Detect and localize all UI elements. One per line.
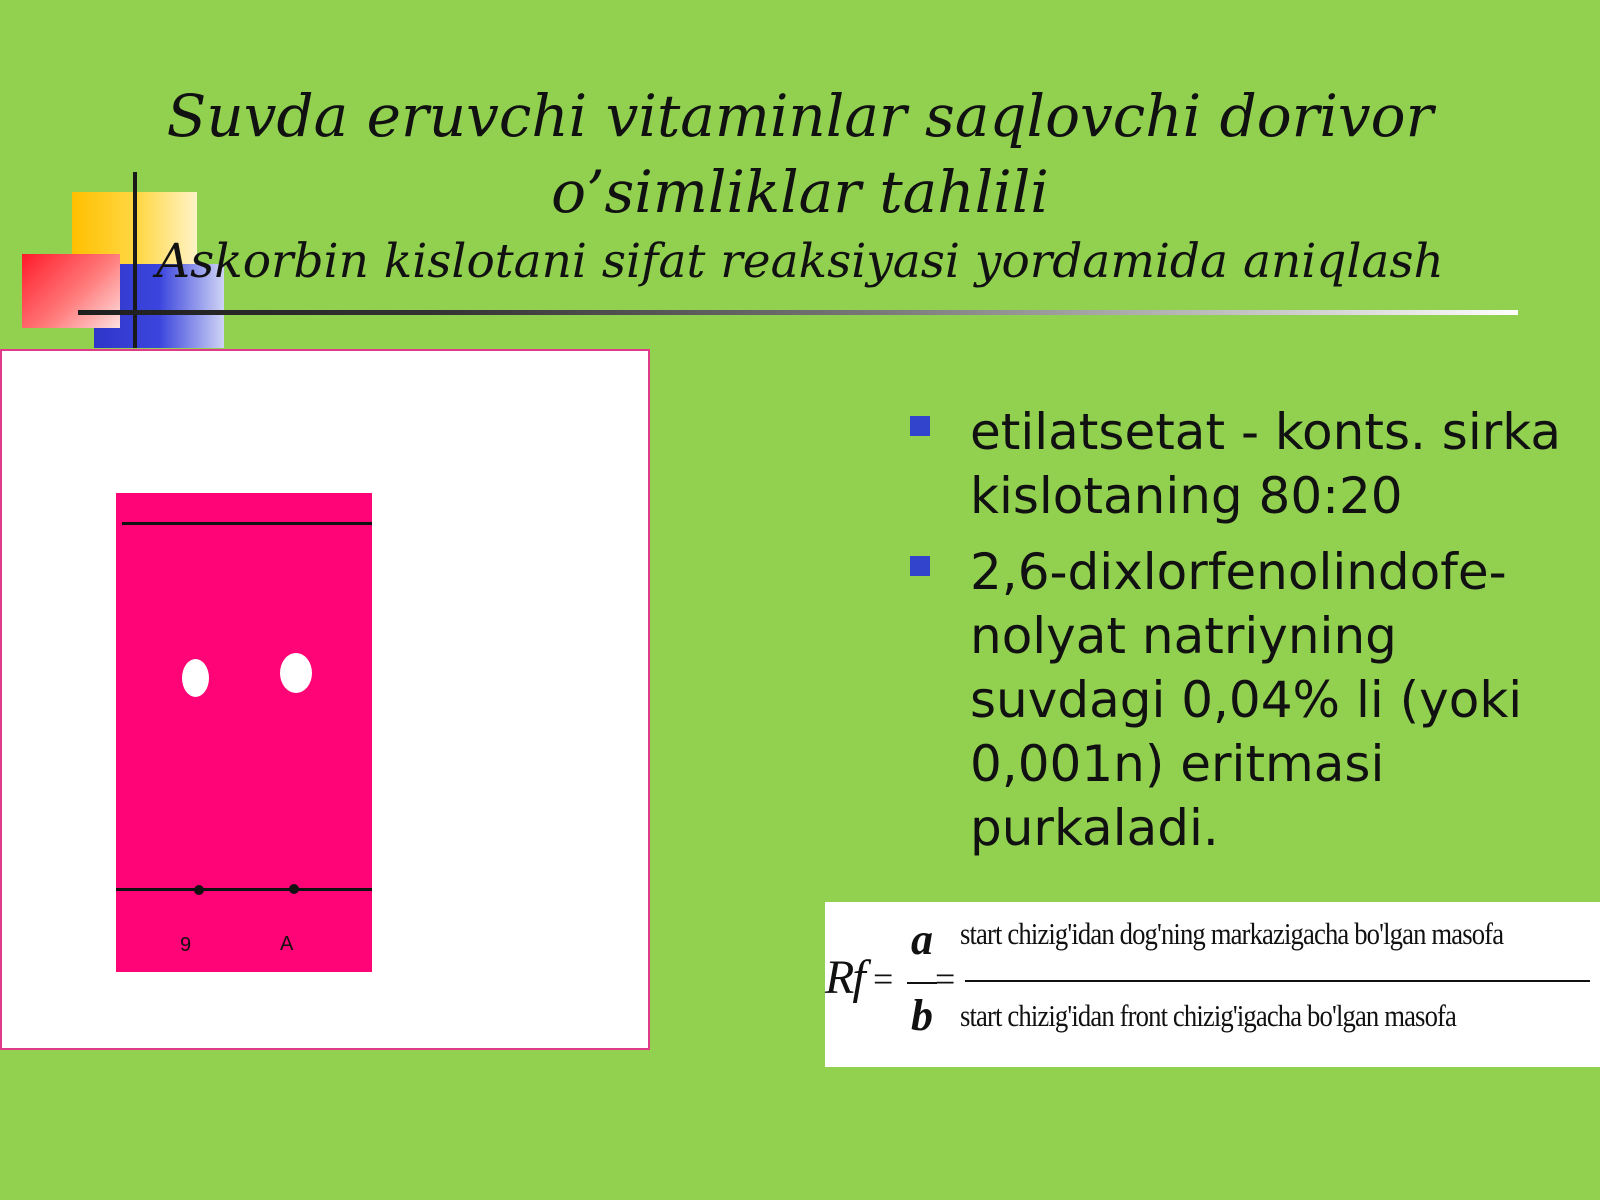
decor-red-square	[22, 254, 120, 328]
slide-subtitle: Askorbin kislotani sifat reaksiyasi yordamida aniqlash	[156, 234, 1444, 289]
spot-left	[182, 659, 209, 697]
formula-denominator: start chizig'idan front chizig'igacha bo'lgan masofa	[960, 998, 1457, 1033]
slide-title	[110, 78, 1490, 230]
bullet-item	[908, 400, 1588, 528]
formula-eq1: =	[873, 959, 894, 999]
lane-label-9: 9	[180, 934, 192, 956]
formula-bar-ab	[907, 982, 937, 984]
spot-right	[280, 653, 312, 693]
front-line	[122, 522, 372, 525]
formula-b: b	[911, 991, 933, 1040]
formula-eq2: =	[935, 959, 956, 999]
formula-numerator: start chizig'idan dog'ning markazigacha bo'lgan masofa	[960, 916, 1504, 951]
formula-rf: Rf	[825, 951, 864, 1004]
slide-title-line2: o’simliklar tahlili	[551, 158, 1049, 226]
start-line	[116, 888, 372, 891]
bullet-item	[908, 540, 1588, 860]
formula-a: a	[911, 915, 933, 964]
rf-formula	[825, 902, 1600, 1067]
square-bullet-icon	[910, 416, 930, 436]
lane-label-a: A	[280, 933, 294, 955]
square-bullet-icon	[910, 556, 930, 576]
start-dot-right	[289, 884, 299, 894]
formula-bar-main	[965, 980, 1590, 982]
bullet-text: etilatsetat - konts. sirka kislotaning 80:20	[970, 403, 1561, 525]
title-underline	[78, 310, 1518, 315]
bullet-list	[908, 400, 1588, 872]
chromatogram-panel	[0, 349, 650, 1050]
start-dot-left	[194, 885, 204, 895]
bullet-text: 2,6-dixlorfenolindofe-nolyat natriyning suvdagi 0,04% li (yoki 0,001n) eritmasi purkaladi.	[970, 543, 1523, 857]
tlc-plate	[116, 493, 372, 972]
slide-title-line1: Suvda eruvchi vitaminlar saqlovchi dorivor	[166, 82, 1434, 150]
